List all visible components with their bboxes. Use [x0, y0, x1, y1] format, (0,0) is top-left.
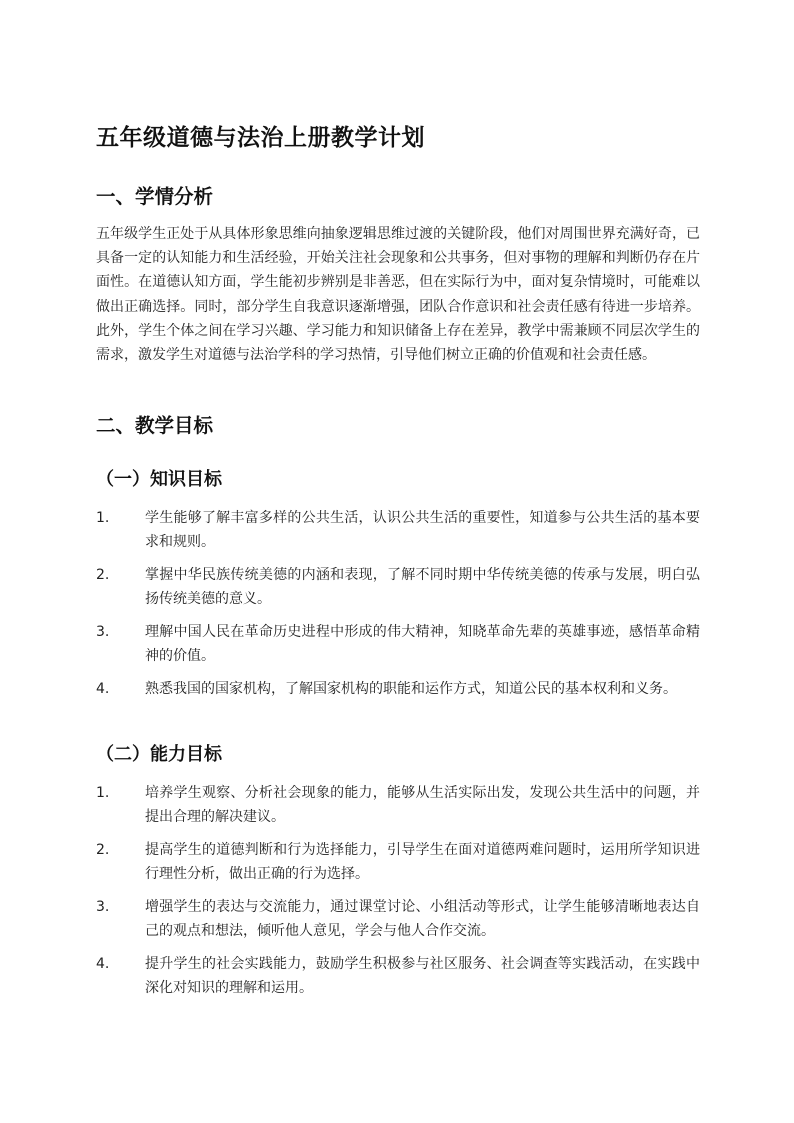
list-item	[96, 838, 700, 886]
list-item	[96, 781, 700, 829]
section-heading-goals: 二、教学目标	[96, 414, 214, 437]
list-item	[96, 895, 700, 943]
subsection-heading-knowledge: （一）知识目标	[96, 469, 222, 490]
list-item-text: 提升学生的社会实践能力，鼓励学生积极参与社区服务、社会调查等实践活动，在实践中深化对知识的理解和运用。	[145, 956, 700, 996]
list-item-number: 4.	[96, 956, 110, 972]
knowledge-goals-list	[96, 506, 700, 710]
subsection-heading-ability: （二）能力目标	[96, 744, 222, 765]
list-item-number: 3.	[96, 624, 110, 640]
list-item-number: 2.	[96, 842, 110, 858]
list-item-number: 1.	[96, 510, 110, 526]
list-item-number: 4.	[96, 681, 110, 697]
list-item-text: 增强学生的表达与交流能力，通过课堂讨论、小组活动等形式，让学生能够清晰地表达自己的观点和想法，倾听他人意见，学会与他人合作交流。	[145, 899, 700, 939]
list-item-text: 提高学生的道德判断和行为选择能力，引导学生在面对道德两难问题时，运用所学知识进行理性分析，做出正确的行为选择。	[145, 842, 700, 882]
analysis-paragraph: 五年级学生正处于从具体形象思维向抽象逻辑思维过渡的关键阶段，他们对周围世界充满好奇，已具备一定的认知能力和生活经验，开始关注社会现象和公共事务，但对事物的理解和判断仍存在片面性。在道德认知方面，学生能初步辨别是非善恶，但在实际行为中，面对复杂情境时，可能难以做出正确选择。同时，部分学生自我意识逐渐增强，团队合作意识和社会责任感有待进一步培养。此外，学生个体之间在学习兴趣、学习能力和知识储备上存在差异，教学中需兼顾不同层次学生的需求，激发学生对道德与法治学科的学习热情，引导他们树立正确的价值观和社会责任感。	[96, 226, 700, 364]
list-item-text: 培养学生观察、分析社会现象的能力，能够从生活实际出发，发现公共生活中的问题，并提出合理的解决建议。	[145, 785, 700, 825]
ability-goals-list	[96, 781, 700, 1009]
list-item-text: 理解中国人民在革命历史进程中形成的伟大精神，知晓革命先辈的英雄事迹，感悟革命精神的价值。	[145, 624, 700, 664]
list-item	[96, 677, 700, 701]
list-item-text: 学生能够了解丰富多样的公共生活，认识公共生活的重要性，知道参与公共生活的基本要求和规则。	[145, 510, 700, 550]
section-heading-analysis: 一、学情分析	[96, 185, 214, 208]
document-title: 五年级道德与法治上册教学计划	[96, 125, 425, 151]
list-item-text: 掌握中华民族传统美德的内涵和表现，了解不同时期中华传统美德的传承与发展，明白弘扬传统美德的意义。	[145, 567, 700, 607]
list-item	[96, 620, 700, 668]
list-item-number: 1.	[96, 785, 110, 801]
list-item-number: 3.	[96, 899, 110, 915]
list-item	[96, 952, 700, 1000]
list-item	[96, 563, 700, 611]
list-item-text: 熟悉我国的国家机构，了解国家机构的职能和运作方式，知道公民的基本权利和义务。	[145, 681, 677, 697]
list-item-number: 2.	[96, 567, 110, 583]
list-item	[96, 506, 700, 554]
